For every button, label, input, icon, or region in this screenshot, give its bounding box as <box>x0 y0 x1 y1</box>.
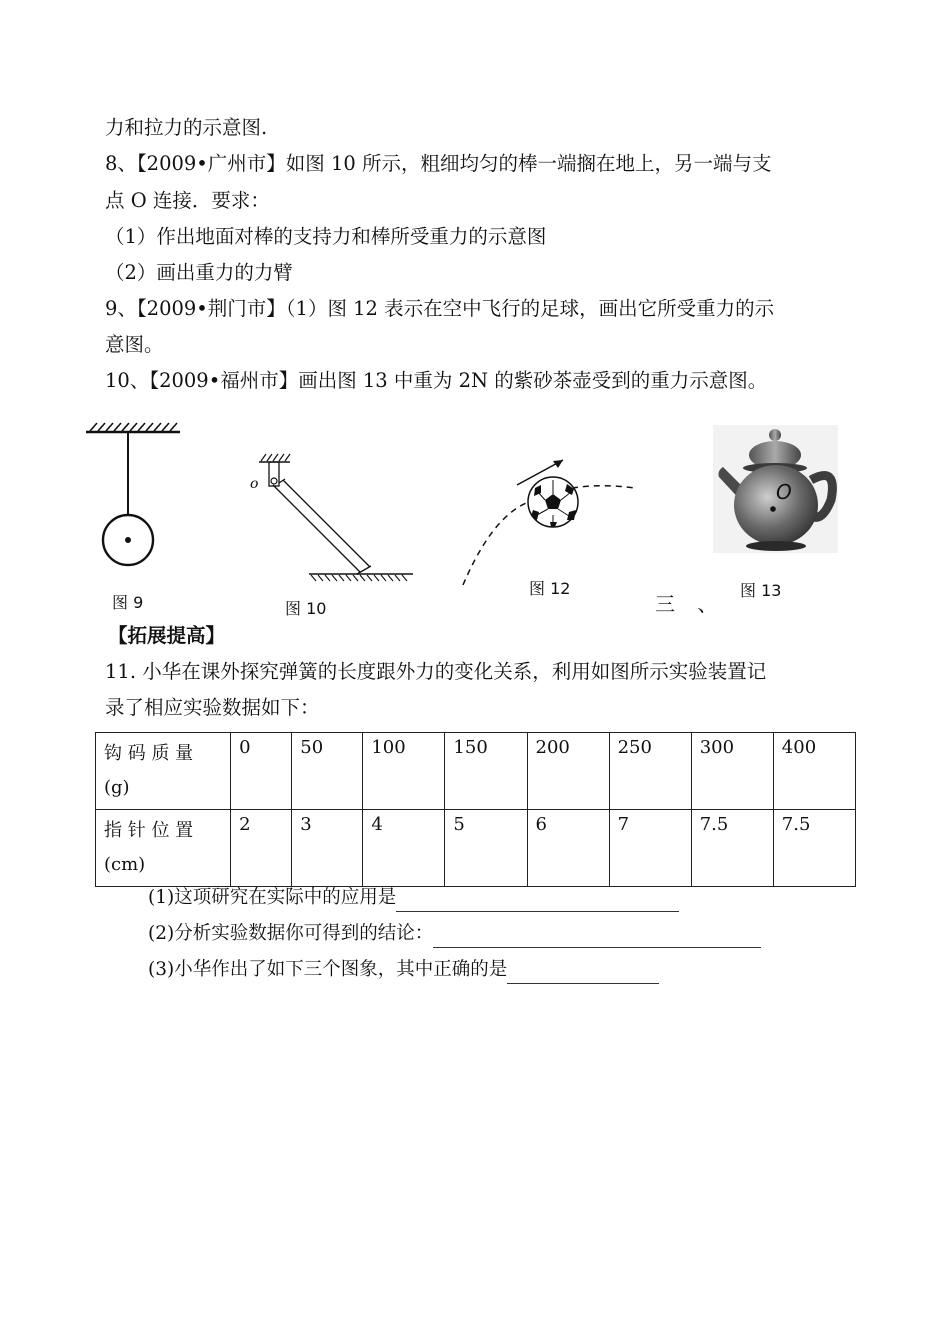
question-8-part-1: （1）作出地面对棒的支持力和棒所受重力的示意图 <box>105 225 547 248</box>
figure-10-pivot-label: o <box>250 476 259 492</box>
header-position-label: 指 针 位 置 <box>104 820 194 841</box>
table-cell: 7.5 <box>773 810 855 887</box>
table-cell: 6 <box>527 810 609 887</box>
question-10: 10、【2009•福州市】画出图 13 中重为 2N 的紫砂茶壶受到的重力示意图。 <box>105 369 768 392</box>
table-cell: 0 <box>231 733 292 810</box>
header-position-unit: (cm) <box>104 854 146 875</box>
text-line-1: 力和拉力的示意图. <box>105 116 268 139</box>
table-cell: 3 <box>292 810 363 887</box>
question-11-part-2-text: (2)分析实验数据你可得到的结论： <box>148 923 434 944</box>
table-cell: 4 <box>363 810 445 887</box>
answer-blank-2[interactable] <box>433 927 761 948</box>
question-11-part-3-text: (3)小华作出了如下三个图象，其中正确的是 <box>148 959 508 980</box>
figure-13-caption: 图 13 <box>740 581 782 600</box>
section-mark: 三 、 <box>655 592 726 616</box>
table-cell: 50 <box>292 733 363 810</box>
figure-12-caption: 图 12 <box>529 579 571 598</box>
header-mass-label: 钩 码 质 量 <box>104 743 194 764</box>
question-9-line-2: 意图。 <box>105 333 164 356</box>
question-11-line-2: 录了相应实验数据如下： <box>105 696 320 719</box>
question-9-line-1: 9、【2009•荆门市】（1）图 12 表示在空中飞行的足球，画出它所受重力的示 <box>105 297 775 320</box>
table-cell: 150 <box>445 733 527 810</box>
question-11-part-3 <box>148 956 659 984</box>
figure-10-caption: 图 10 <box>285 599 327 618</box>
answer-blank-3[interactable] <box>507 963 659 984</box>
question-8-line-1: 8、【2009•广州市】如图 10 所示，粗细均匀的棒一端搁在地上，另一端与支 <box>105 152 772 175</box>
question-11-part-2 <box>148 920 761 948</box>
table-cell: 300 <box>691 733 773 810</box>
header-mass-unit: (g) <box>104 777 130 798</box>
table-cell: 2 <box>231 810 292 887</box>
figure-9-caption: 图 9 <box>112 593 144 612</box>
figure-13-point-label: O <box>776 480 792 504</box>
figure-9-pendulum <box>80 420 190 570</box>
figure-12-football <box>455 450 645 590</box>
table-cell: 100 <box>363 733 445 810</box>
table-header-mass <box>96 733 231 810</box>
table-row <box>96 810 856 887</box>
table-header-position <box>96 810 231 887</box>
table-cell: 250 <box>609 733 691 810</box>
section-title: 【拓展提高】 <box>108 624 226 647</box>
question-8-part-2: （2）画出重力的力臂 <box>105 261 293 284</box>
table-cell: 200 <box>527 733 609 810</box>
question-11-part-1-text: (1)这项研究在实际中的应用是 <box>148 887 397 908</box>
figure-10-rod <box>245 450 420 585</box>
answer-blank-1[interactable] <box>396 891 679 912</box>
table-cell: 7 <box>609 810 691 887</box>
table-row <box>96 733 856 810</box>
table-cell: 5 <box>445 810 527 887</box>
data-table <box>95 732 856 887</box>
question-11-part-1 <box>148 884 679 912</box>
table-cell: 7.5 <box>691 810 773 887</box>
table-cell: 400 <box>773 733 855 810</box>
question-8-line-2: 点 O 连接．要求： <box>105 189 270 212</box>
question-11-line-1: 11. 小华在课外探究弹簧的长度跟外力的变化关系，利用如图所示实验装置记 <box>105 660 767 683</box>
